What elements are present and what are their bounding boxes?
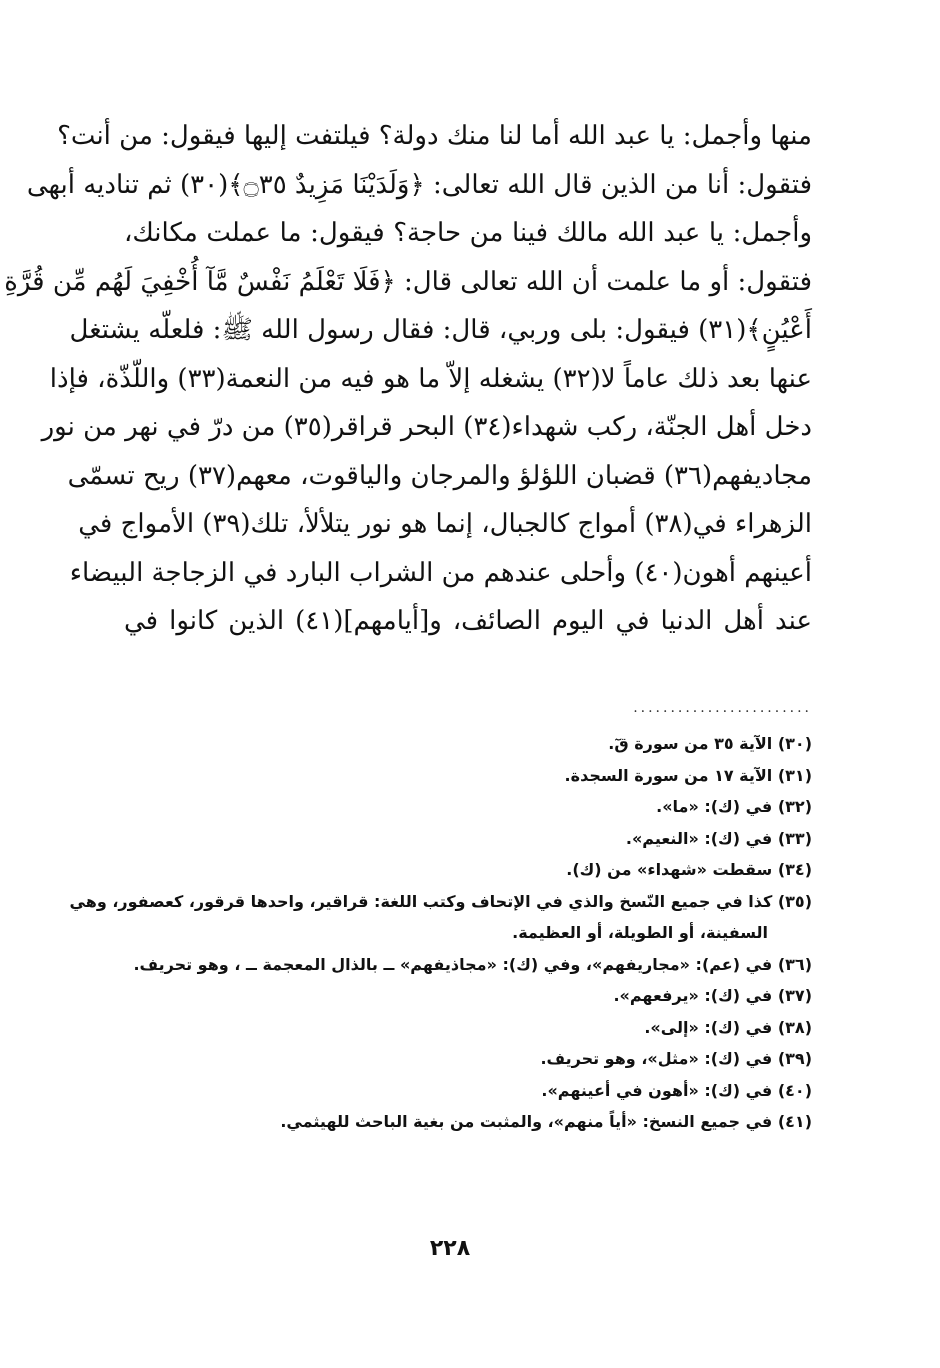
text-line: دخل أهل الجنّة، ركب شهداء(٣٤) البحر قراقر(٣٥) من درّ في نهر من نور (41, 412, 812, 442)
footnote: (٣٦) في (عم): «مجاريفهم»، وفي (ك): «مجاذيفهم» ــ بالذال المعجمة ــ ، وهو تحريف. (133, 954, 812, 974)
footnote: (٣٨) في (ك): «إلى». (644, 1017, 812, 1037)
text-line: عند أهل الدنيا في اليوم الصائف، و[أيامهم](٤١) الذين كانوا في (124, 606, 812, 636)
text-line: عنها بعد ذلك عاماً لا(٣٢) يشغله إلاّ ما هو فيه من النعمة(٣٣) واللّذّة، فإذا (49, 363, 812, 394)
footnote: (٣٤) سقطت «شهداء» من (ك). (566, 860, 812, 879)
footnote: (٣٧) في (ك): «يرفعهم». (613, 986, 812, 1005)
footnote: (٣٥) كذا في جميع النّسخ والذي في الإتحاف وكتب اللغة: قراقير، واحدها قرقور، كعصفور، وهي (69, 891, 812, 911)
footnote: (٤١) في جميع النسخ: «أياً منهم»، والمثبت من بغية الباحث للهيثمي. (280, 1112, 812, 1131)
text-line: أَعْيُنٍ﴾(٣١) فيقول: بلى وربي، قال: فقال رسول الله ﷺ: فلعلّه يشتغل (69, 315, 812, 345)
text-line: أعينهم أهون(٤٠) وأحلى عندهم من الشراب البارد في الزجاجة البيضاء (69, 557, 812, 588)
footnote: (٣٣) في (ك): «النعيم». (625, 828, 812, 848)
footnote: (٣١) الآية ١٧ من سورة السجدة. (564, 765, 812, 785)
footnote: (٤٠) في (ك): «أهون في أعينهم». (541, 1080, 812, 1100)
footnote: (٣٢) في (ك): «ما». (656, 797, 812, 816)
text-line: وأجمل: يا عبد الله مالك فينا من حاجة؟ فيقول: ما عملت مكانك، (124, 218, 812, 248)
text-line: فتقول: أنا من الذين قال الله تعالى: ﴿وَلَدَيْنَا مَزِيدٌ ۝٣٥﴾(٣٠) ثم تناديه أبهى (26, 169, 812, 200)
footnote-separator: ........................ (633, 700, 812, 716)
text-line: فتقول: أو ما علمت أن الله تعالى قال: ﴿فَلَا تَعْلَمُ نَفْسٌ مَّآ أُخْفِيَ لَهُم مِّن قُرَّةِ (4, 266, 812, 297)
main-text (4, 112, 812, 646)
text-line: الزهراء في(٣٨) أمواج كالجبال، إنما هو نور يتلألأ، تلك(٣٩) الأمواج في (78, 509, 812, 539)
footnote: (٣٩) في (ك): «مثل»، وهو تحريف. (540, 1049, 812, 1068)
footnote: (٣٠) الآية ٣٥ من سورة قٓ. (608, 734, 812, 753)
text-line: منها وأجمل: يا عبد الله أما لنا منك دولة؟ فيلتفت إليها فيقول: من أنت؟ (57, 121, 812, 151)
footnote-continuation: السفينة، أو الطويلة، أو العظيمة. (512, 923, 768, 942)
page-number: ٢٢٨ (429, 1236, 471, 1261)
text-line: مجاديفهم(٣٦) قضبان اللؤلؤ والمرجان والياقوت، معهم(٣٧) ريح تسمّى (67, 460, 812, 491)
footnotes (69, 728, 812, 1138)
